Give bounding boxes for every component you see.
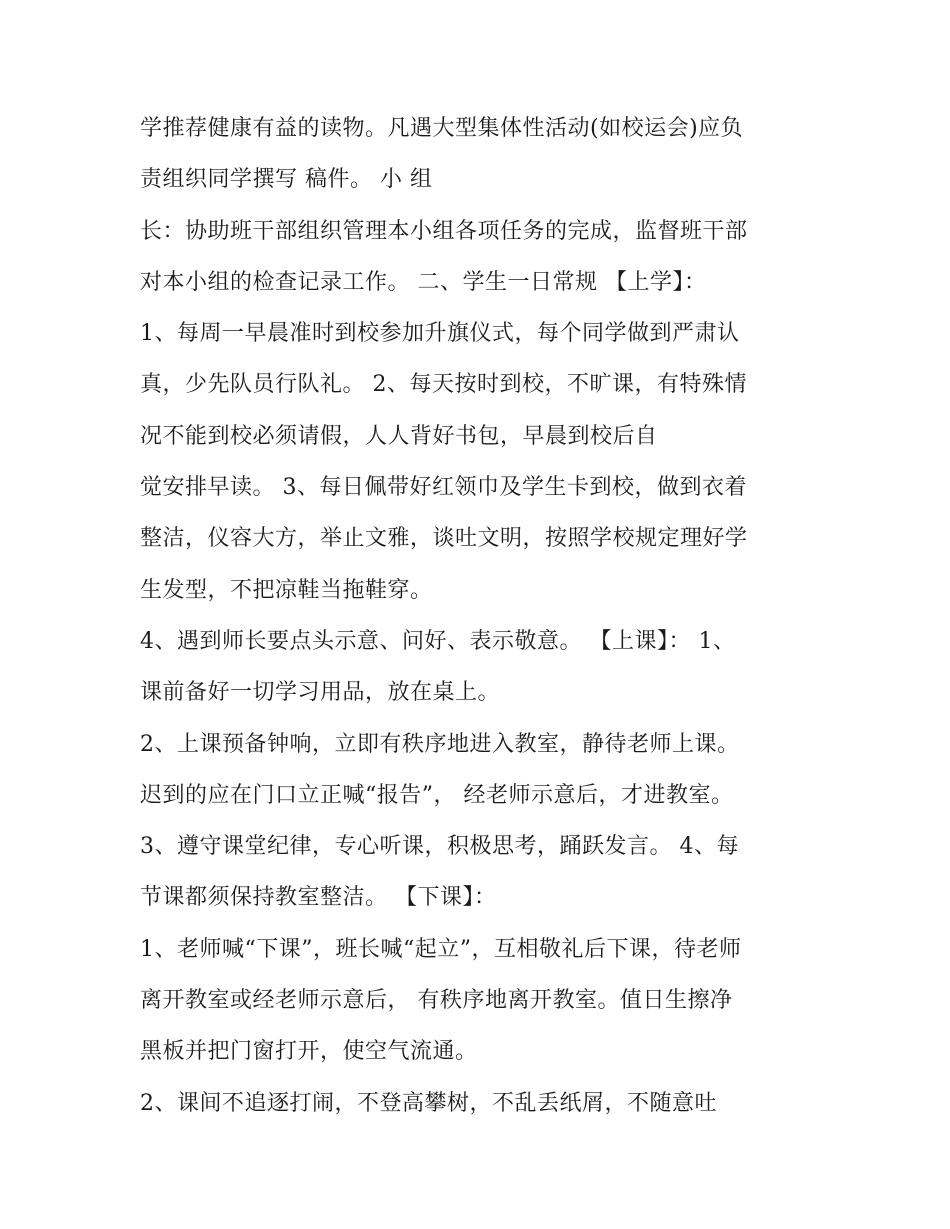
body-text	[140, 103, 830, 1129]
text-line: 生发型，不把凉鞋当拖鞋穿。	[140, 577, 433, 603]
text-line: 责组织同学撰写 稿件。 小 组	[140, 167, 433, 193]
text-line: 离开教室或经老师示意后， 有秩序地离开教室。值日生擦净	[140, 988, 733, 1014]
text-line: 2、上课预备钟响，立即有秩序地进入教室，静待老师上课。	[140, 731, 740, 757]
text-line: 1、每周一早晨准时到校参加升旗仪式，每个同学做到严肃认	[140, 321, 740, 347]
text-line: 迟到的应在门口立正喊“报告”， 经老师示意后，才进教室。	[140, 782, 734, 808]
text-line: 1、老师喊“下课”，班长喊“起立”，互相敬礼后下课，待老师	[140, 936, 742, 962]
text-line: 整洁，仪容大方，举止文雅，谈吐文明，按照学校规定理好学	[140, 526, 748, 552]
text-line: 学推荐健康有益的读物。凡遇大型集体性活动(如校运会)应负	[140, 116, 744, 141]
text-line: 真，少先队员行队礼。 2、每天按时到校，不旷课，有特殊情	[140, 372, 747, 398]
text-line: 况不能到校必须请假，人人背好书包，早晨到校后自	[140, 423, 658, 449]
text-line: 长：协助班干部组织管理本小组各项任务的完成，监督班干部	[140, 218, 748, 244]
text-line: 黑板并把门窗打开，使空气流通。	[140, 1039, 478, 1065]
text-line: 课前备好一切学习用品，放在桌上。	[140, 680, 501, 706]
text-line: 4、遇到师长要点头示意、问好、表示敬意。 【上课】： 1、	[140, 628, 736, 654]
text-line: 2、课间不追逐打闹，不登高攀树，不乱丢纸屑，不随意吐	[140, 1090, 717, 1116]
text-line: 节课都须保持教室整洁。 【下课】：	[140, 885, 497, 911]
text-line: 觉安排早读。 3、每日佩带好红领巾及学生卡到校，做到衣着	[140, 475, 747, 501]
text-line: 3、遵守课堂纪律，专心听课，积极思考，踊跃发言。 4、每	[140, 834, 739, 860]
text-line: 对本小组的检查记录工作。 二、学生一日常规 【上学】：	[140, 269, 707, 295]
